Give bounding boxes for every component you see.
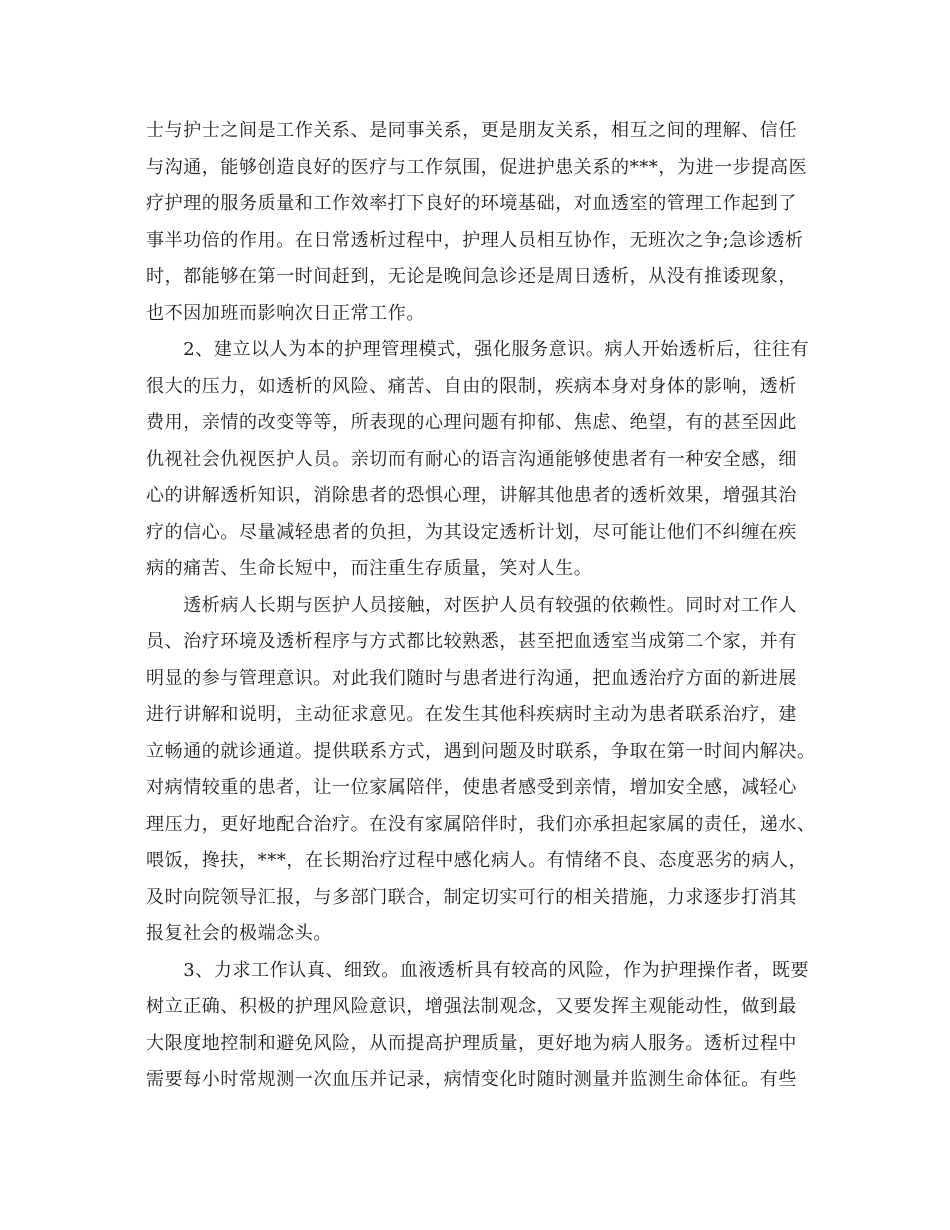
text-line: 喂饭，搀扶，***，在长期治疗过程中感化病人。有情绪不良、态度恶劣的病人， [146,850,808,871]
text-line: 及时向院领导汇报，与多部门联合，制定切实可行的相关措施，力求逐步打消其 [146,886,797,908]
text-line: 报复社会的极端念头。 [146,923,332,944]
text-line: 时，都能够在第一时间赶到，无论是晚间急诊还是周日透析，从没有推诿现象， [146,266,797,287]
text-line: 士与护士之间是工作关系、是同事关系，更是朋友关系，相互之间的理解、信任 [146,120,797,141]
text-line: 树立正确、积极的护理风险意识，增强法制观念，又要发挥主观能动性，做到最 [146,996,797,1017]
text-line: 3、力求工作认真、细致。血液透析具有较高的风险，作为护理操作者，既要 [146,959,810,981]
body-text [146,113,816,1099]
text-line: 透析病人长期与医护人员接触，对医护人员有较强的依赖性。同时对工作人 [146,594,797,616]
text-line: 仇视社会仇视医护人员。亲切而有耐心的语言沟通能够使患者有一种安全感，细 [146,448,797,470]
text-line: 2、建立以人为本的护理管理模式，强化服务意识。病人开始透析后，往往有 [146,339,810,360]
text-line: 员、治疗环境及透析程序与方式都比较熟悉，甚至把血透室当成第二个家，并有 [146,631,797,652]
text-line: 明显的参与管理意识。对此我们随时与患者进行沟通，把血透治疗方面的新进展 [146,667,797,689]
text-line: 疗护理的服务质量和工作效率打下良好的环境基础，对血透室的管理工作起到了 [146,193,797,214]
text-line: 费用，亲情的改变等等，所表现的心理问题有抑郁、焦虑、绝望，有的甚至因此 [146,412,797,433]
text-line: 大限度地控制和避免风险，从而提高护理质量，更好地为病人服务。透析过程中 [146,1032,797,1054]
text-line: 事半功倍的作用。在日常透析过程中，护理人员相互协作，无班次之争;急诊透析 [146,229,804,251]
text-line: 与沟通，能够创造良好的医疗与工作氛围，促进护患关系的***，为进一步提高医 [146,156,808,178]
text-line: 很大的压力，如透析的风险、痛苦、自由的限制，疾病本身对身体的影响，透析 [146,375,797,397]
text-line: 立畅通的就诊通道。提供联系方式，遇到问题及时联系，争取在第一时间内解决。 [146,740,816,762]
text-line: 病的痛苦、生命长短中，而注重生存质量，笑对人生。 [146,558,593,579]
text-line: 也不因加班而影响次日正常工作。 [146,302,425,324]
text-line: 疗的信心。尽量减轻患者的负担，为其设定透析计划，尽可能让他们不纠缠在疾 [146,521,797,543]
text-line: 理压力，更好地配合治疗。在没有家属陪伴时，我们亦承担起家属的责任，递水、 [146,813,816,835]
text-line: 心的讲解透析知识，消除患者的恐惧心理，讲解其他患者的透析效果，增强其治 [146,485,797,506]
text-line: 需要每小时常规测一次血压并记录，病情变化时随时测量并监测生命体征。有些 [146,1069,797,1090]
text-line: 进行讲解和说明，主动征求意见。在发生其他科疾病时主动为患者联系治疗，建 [146,704,797,725]
text-line: 对病情较重的患者，让一位家属陪伴，使患者感受到亲情，增加安全感，减轻心 [146,777,797,798]
